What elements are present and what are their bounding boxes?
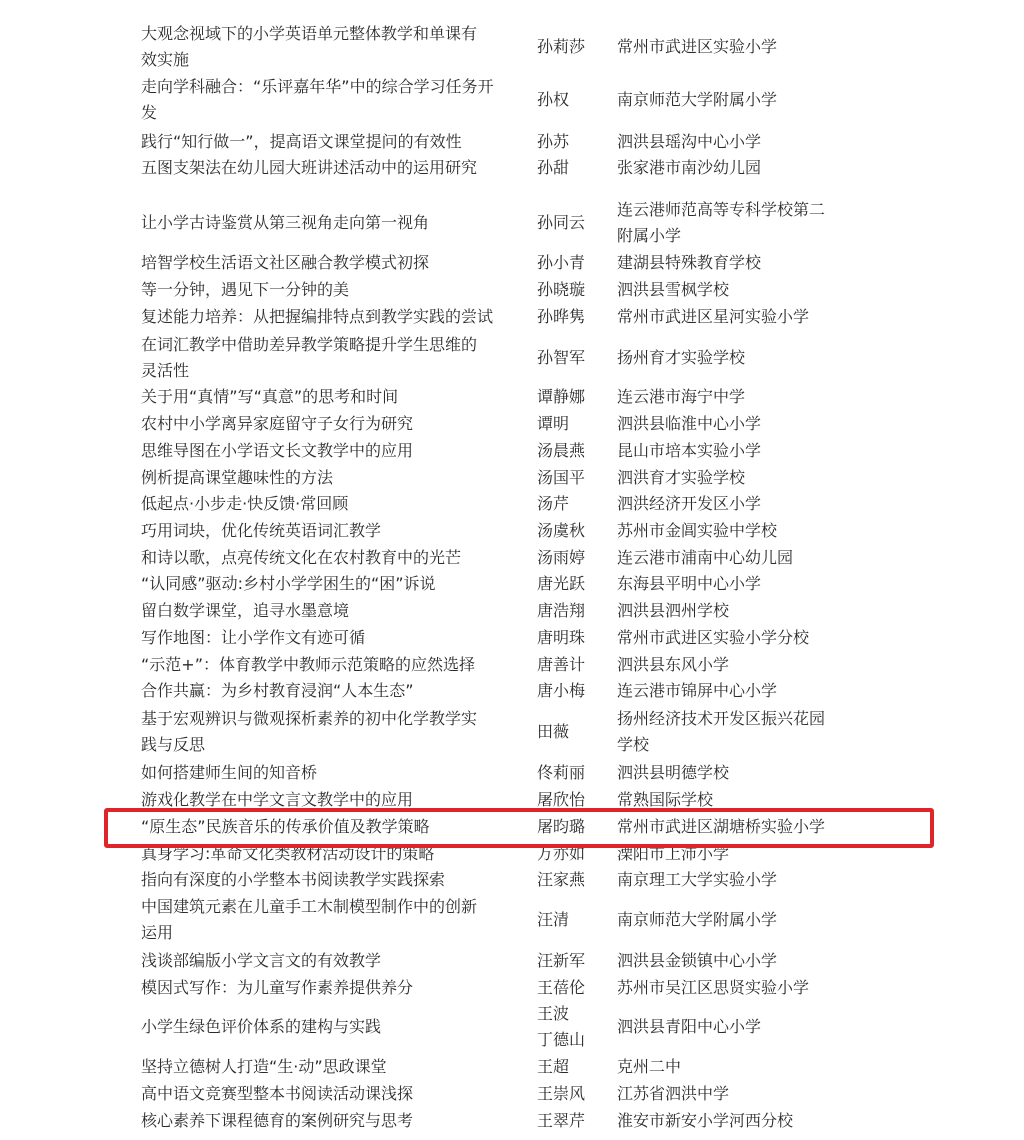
table-row — [0, 597, 1024, 624]
author-name-line: 唐善计 — [537, 654, 586, 674]
paper-title — [141, 331, 531, 385]
author-name-line: 屠昀璐 — [537, 816, 586, 836]
author-name-line: 田薇 — [537, 722, 570, 741]
table-row — [0, 196, 1024, 250]
author-name-line: 汤国平 — [537, 467, 586, 487]
school-name-line: 常州市武进区星河实验小学 — [617, 306, 810, 326]
table-row — [0, 893, 1024, 947]
paper-title-line: 指向有深度的小学整本书阅读教学实践探索 — [141, 869, 446, 889]
author-name-line: 万亦如 — [537, 843, 586, 863]
school-name-line: 泗洪县金锁镇中心小学 — [617, 950, 778, 970]
author-name-line: 谭明 — [537, 413, 570, 433]
paper-title — [141, 677, 531, 704]
table-row — [0, 517, 1024, 544]
paper-title — [141, 517, 531, 544]
paper-title-line: 大观念视域下的小学英语单元整体教学和单课有 — [141, 23, 478, 43]
school-name-line: 淮安市新安小学河西分校 — [617, 1110, 794, 1130]
table-row — [0, 866, 1024, 893]
paper-title-line: 践行“知行做一”，提高语文课堂提问的有效性 — [141, 131, 462, 151]
author-name — [537, 786, 617, 813]
table-row — [0, 73, 1024, 127]
paper-title-line: 效实施 — [141, 49, 190, 69]
school-name — [617, 677, 847, 704]
author-name-line: 谭静娜 — [537, 387, 586, 406]
school-name — [617, 154, 847, 182]
table-row — [0, 302, 1024, 331]
school-name — [617, 331, 847, 385]
author-name — [537, 464, 617, 491]
author-name-line: 孙莉莎 — [537, 36, 586, 56]
paper-title-line: 合作共赢：为乡村教育浸润“人本生态” — [141, 680, 414, 700]
school-name-line: 克州二中 — [617, 1056, 682, 1076]
author-name-line: 王蓓伦 — [537, 977, 586, 997]
author-name — [537, 490, 617, 517]
paper-title — [141, 196, 531, 250]
table-row — [0, 624, 1024, 651]
paper-title-line: 培智学校生活语文社区融合教学模式初探 — [141, 252, 430, 272]
table-row — [0, 490, 1024, 517]
school-name-line: 南京师范大学附属小学 — [617, 90, 778, 109]
school-name-line: 苏州市金阊实验中学校 — [617, 520, 778, 540]
paper-title-line: 走向学科融合：“乐评嘉年华”中的综合学习任务开 — [141, 77, 494, 96]
paper-title — [141, 840, 531, 867]
table-row — [0, 759, 1024, 786]
paper-title-line: 高中语文竞赛型整本书阅读活动课浅探 — [141, 1083, 414, 1103]
paper-title-line: 和诗以歌，点亮传统文化在农村教育中的光芒 — [141, 547, 462, 567]
paper-title-line: 浅谈部编版小学文言文的有效教学 — [141, 950, 382, 970]
school-name-line: 泗洪县临淮中心小学 — [617, 413, 762, 433]
school-name-line: 溧阳市上沛小学 — [617, 843, 730, 863]
paper-title — [141, 276, 531, 303]
paper-title-line: 关于用“真情”写“真意”的思考和时间 — [141, 387, 399, 406]
author-name-line: 汪新军 — [537, 950, 586, 970]
author-name-line: 王崇风 — [537, 1083, 586, 1103]
author-name — [537, 947, 617, 974]
table-row — [0, 1080, 1024, 1107]
paper-title-line: 复述能力培养：从把握编排特点到教学实践的尝试 — [141, 306, 494, 326]
table-row — [0, 276, 1024, 303]
author-name-line: 丁德山 — [537, 1030, 586, 1049]
author-name — [537, 893, 617, 947]
school-name — [617, 249, 847, 276]
author-name-line: 孙同云 — [537, 213, 586, 232]
school-name-line: 泗洪经济开发区小学 — [617, 493, 762, 513]
author-name-line: 王超 — [537, 1056, 570, 1076]
school-name-line: 苏州市吴江区思贤实验小学 — [617, 977, 810, 997]
author-name — [537, 128, 617, 155]
paper-title — [141, 947, 531, 974]
paper-title-line: 中国建筑元素在儿童手工木制模型制作中的创新 — [141, 897, 478, 916]
author-name-line: 唐小梅 — [537, 680, 586, 700]
paper-title-line: 基于宏观辨识与微观探析素养的初中化学教学实 — [141, 709, 478, 728]
school-name — [617, 705, 847, 759]
paper-title — [141, 302, 531, 331]
paper-title — [141, 383, 531, 411]
paper-title-line: 低起点·小步走·快反馈·常回顾 — [141, 493, 349, 513]
author-name — [537, 624, 617, 651]
paper-title — [141, 544, 531, 571]
paper-title-line: 游戏化教学在中学文言文教学中的应用 — [141, 789, 414, 809]
table-row — [0, 437, 1024, 464]
paper-title — [141, 866, 531, 893]
paper-title-line: “示范+”：体育教学中教师示范策略的应然选择 — [141, 654, 475, 674]
author-name — [537, 73, 617, 127]
school-name-line: 建湖县特殊教育学校 — [617, 252, 762, 272]
school-name-line: 常熟国际学校 — [617, 789, 714, 809]
school-name — [617, 570, 847, 597]
paper-title — [141, 651, 531, 678]
author-name — [537, 570, 617, 597]
school-name — [617, 302, 847, 331]
school-name-line: 东海县平明中心小学 — [617, 573, 762, 593]
school-name-line: 常州市武进区实验小学分校 — [617, 627, 810, 647]
author-name-line: 汤雨婷 — [537, 547, 586, 567]
paper-title-line: 小学生绿色评价体系的建构与实践 — [141, 1017, 382, 1036]
table-row — [0, 331, 1024, 385]
school-name-line: 连云港市海宁中学 — [617, 387, 746, 406]
school-name — [617, 597, 847, 624]
author-name — [537, 196, 617, 250]
paper-title — [141, 1107, 531, 1134]
paper-title — [141, 893, 531, 947]
school-name — [617, 490, 847, 517]
paper-title-line: “原生态”民族音乐的传承价值及教学策略 — [141, 816, 430, 836]
author-name-line: 唐光跃 — [537, 573, 586, 593]
school-name — [617, 73, 847, 127]
paper-title — [141, 154, 531, 182]
author-name — [537, 1080, 617, 1107]
author-name-line: 王波 — [537, 1004, 570, 1023]
author-name-line: 佟莉丽 — [537, 762, 586, 782]
school-name-line: 泗洪县泗州学校 — [617, 600, 730, 620]
school-name-line: 扬州育才实验学校 — [617, 348, 746, 367]
paper-title-line: 坚持立德树人打造“生·动”思政课堂 — [141, 1056, 387, 1076]
author-name — [537, 866, 617, 893]
school-name-line: 常州市武进区湖塘桥实验小学 — [617, 816, 826, 836]
author-name-line: 孙晔隽 — [537, 306, 586, 326]
school-name — [617, 813, 847, 840]
table-row — [0, 705, 1024, 759]
table-row — [0, 383, 1024, 411]
school-name-line: 常州市武进区实验小学 — [617, 36, 778, 56]
school-name — [617, 624, 847, 651]
table-row — [0, 20, 1024, 73]
paper-title-line: 留白数学课堂，追寻水墨意境 — [141, 600, 350, 620]
school-name — [617, 1053, 847, 1080]
paper-title — [141, 410, 531, 437]
author-name — [537, 383, 617, 411]
author-name — [537, 276, 617, 303]
paper-title — [141, 786, 531, 813]
school-name-line: 泗洪县雪枫学校 — [617, 279, 730, 299]
paper-title — [141, 974, 531, 1001]
school-name — [617, 410, 847, 437]
author-name — [537, 597, 617, 624]
author-name-line: 汪清 — [537, 910, 570, 929]
table-row — [0, 154, 1024, 182]
paper-title — [141, 705, 531, 759]
school-name — [617, 1080, 847, 1107]
school-name — [617, 1001, 847, 1053]
paper-title-line: 践与反思 — [141, 735, 206, 754]
author-name — [537, 651, 617, 678]
school-name — [617, 383, 847, 411]
table-row — [0, 464, 1024, 491]
paper-title-line: “认同感”驱动:乡村小学学困生的“困”诉说 — [141, 573, 436, 593]
author-name-line: 王翠芹 — [537, 1110, 586, 1130]
table-row — [0, 651, 1024, 678]
author-name — [537, 1107, 617, 1134]
paper-title — [141, 1080, 531, 1107]
school-name — [617, 651, 847, 678]
paper-title-line: 五图支架法在幼儿园大班讲述活动中的运用研究 — [141, 158, 478, 177]
author-name — [537, 1001, 617, 1053]
school-name-line: 江苏省泗洪中学 — [617, 1083, 730, 1103]
paper-title — [141, 813, 531, 840]
paper-title — [141, 249, 531, 276]
table-row — [0, 677, 1024, 704]
author-name-line: 孙权 — [537, 90, 570, 109]
school-name-line: 连云港师范高等专科学校第二 — [617, 200, 826, 219]
school-name — [617, 128, 847, 155]
school-name-line: 连云港市浦南中心幼儿园 — [617, 547, 794, 567]
school-name-line: 学校 — [617, 735, 650, 754]
paper-title — [141, 570, 531, 597]
author-name — [537, 437, 617, 464]
table-row — [0, 786, 1024, 813]
school-name — [617, 893, 847, 947]
paper-title-line: 运用 — [141, 923, 174, 942]
table-row — [0, 249, 1024, 276]
school-name — [617, 544, 847, 571]
school-name-line: 张家港市南沙幼儿园 — [617, 158, 762, 177]
school-name — [617, 20, 847, 73]
school-name-line: 南京师范大学附属小学 — [617, 910, 778, 929]
school-name — [617, 786, 847, 813]
school-name-line: 连云港市锦屏中心小学 — [617, 680, 778, 700]
paper-title — [141, 73, 531, 127]
paper-title — [141, 490, 531, 517]
table-row — [0, 840, 1024, 867]
school-name-line: 泗洪县东风小学 — [617, 654, 730, 674]
paper-title — [141, 1001, 531, 1053]
school-name — [617, 517, 847, 544]
table-row — [0, 570, 1024, 597]
table-row — [0, 947, 1024, 974]
author-name — [537, 840, 617, 867]
paper-title-line: 在词汇教学中借助差异教学策略提升学生思维的 — [141, 335, 478, 354]
table-row — [0, 813, 1024, 840]
author-name-line: 孙晓璇 — [537, 279, 586, 299]
school-name — [617, 1107, 847, 1134]
author-name — [537, 677, 617, 704]
author-name — [537, 705, 617, 759]
author-name — [537, 517, 617, 544]
paper-title — [141, 597, 531, 624]
school-name-line: 泗洪县明德学校 — [617, 762, 730, 782]
paper-title — [141, 759, 531, 786]
paper-title-line: 思维导图在小学语文长文教学中的应用 — [141, 440, 414, 460]
school-name — [617, 974, 847, 1001]
school-name-line: 泗洪县青阳中心小学 — [617, 1017, 762, 1036]
paper-title-line: 发 — [141, 103, 158, 122]
author-name — [537, 331, 617, 385]
author-name — [537, 249, 617, 276]
table-row — [0, 974, 1024, 1001]
paper-title-line: 等一分钟，遇见下一分钟的美 — [141, 279, 350, 299]
author-name — [537, 20, 617, 73]
author-name — [537, 544, 617, 571]
paper-title-line: 核心素养下课程德育的案例研究与思考 — [141, 1110, 414, 1130]
school-name-line: 南京理工大学实验小学 — [617, 869, 778, 889]
paper-title — [141, 464, 531, 491]
school-name — [617, 437, 847, 464]
author-name — [537, 302, 617, 331]
table-row — [0, 128, 1024, 155]
author-name — [537, 410, 617, 437]
author-name — [537, 813, 617, 840]
paper-title — [141, 20, 531, 73]
school-name — [617, 464, 847, 491]
school-name-line: 泗洪县瑶沟中心小学 — [617, 131, 762, 151]
author-name — [537, 759, 617, 786]
author-name-line: 孙甜 — [537, 158, 570, 177]
author-name — [537, 1053, 617, 1080]
paper-title-line: 写作地图：让小学作文有迹可循 — [141, 627, 366, 647]
paper-title — [141, 624, 531, 651]
author-name-line: 屠欣怡 — [537, 789, 586, 809]
paper-title — [141, 128, 531, 155]
table-row — [0, 1053, 1024, 1080]
school-name-line: 泗洪育才实验学校 — [617, 467, 746, 487]
school-name-line: 扬州经济技术开发区振兴花园 — [617, 709, 826, 728]
school-name-line: 昆山市培本实验小学 — [617, 440, 762, 460]
table-row — [0, 410, 1024, 437]
author-name-line: 汤芹 — [537, 493, 570, 513]
author-name-line: 汤晨燕 — [537, 440, 586, 460]
paper-title-line: 让小学古诗鉴赏从第三视角走向第一视角 — [141, 213, 430, 232]
school-name — [617, 759, 847, 786]
author-name-line: 孙苏 — [537, 131, 570, 151]
paper-title-line: 农村中小学离异家庭留守子女行为研究 — [141, 413, 414, 433]
author-name-line: 孙小青 — [537, 252, 586, 272]
paper-title — [141, 1053, 531, 1080]
school-name — [617, 866, 847, 893]
author-name — [537, 974, 617, 1001]
school-name — [617, 947, 847, 974]
paper-title-line: 真身学习:革命文化类教材活动设计的策略 — [141, 843, 435, 863]
author-name-line: 唐浩翔 — [537, 600, 586, 620]
author-name-line: 汪家燕 — [537, 869, 586, 889]
paper-title-line: 如何搭建师生间的知音桥 — [141, 762, 318, 782]
table-row — [0, 1001, 1024, 1053]
school-name-line: 附属小学 — [617, 226, 682, 245]
author-name-line: 唐明珠 — [537, 627, 586, 647]
paper-title — [141, 437, 531, 464]
table-row — [0, 544, 1024, 571]
paper-title-line: 巧用词块，优化传统英语词汇教学 — [141, 520, 382, 540]
author-name-line: 孙智军 — [537, 348, 586, 367]
school-name — [617, 276, 847, 303]
school-name — [617, 196, 847, 250]
paper-title-line: 模因式写作：为儿童写作素养提供养分 — [141, 977, 414, 997]
author-name — [537, 154, 617, 182]
paper-title-line: 例析提高课堂趣味性的方法 — [141, 467, 334, 487]
table-row — [0, 1107, 1024, 1134]
paper-title-line: 灵活性 — [141, 361, 190, 380]
author-name-line: 汤虞秋 — [537, 520, 586, 540]
school-name — [617, 840, 847, 867]
